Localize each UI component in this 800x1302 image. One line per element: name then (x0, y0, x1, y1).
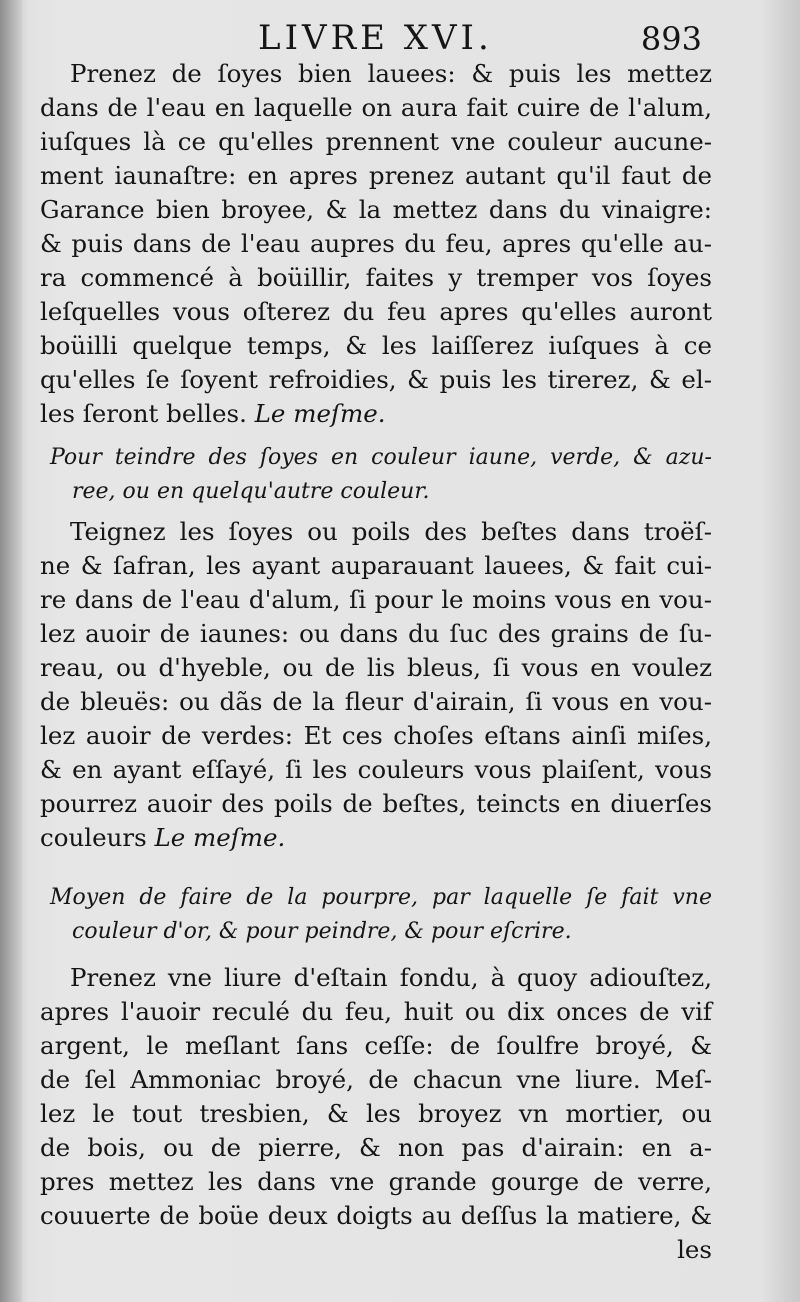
text-line-content: couleurs (40, 823, 147, 852)
text-line: apres l'auoir reculé du feu, huit ou dix onces de vif (40, 997, 712, 1026)
text-line: iuſques là ce qu'elles prennent vne couleur aucune- (40, 127, 712, 156)
paragraph-purple-recipe (40, 961, 712, 1267)
text-line: lez le tout tresbien, & les broyez vn mortier, ou (40, 1099, 712, 1128)
heading-line: ree, ou en quelqu'autre couleur. (72, 479, 430, 504)
text-line: pourrez auoir des poils de beſtes, teincts en diuerſes (40, 789, 712, 818)
text-line: boüilli quelque temps, & les laiſſerez iuſques à ce (40, 331, 712, 360)
page-number: 893 (640, 20, 702, 58)
text-line: de ſel Ammoniac broyé, de chacun vne liure. Meſ- (40, 1065, 712, 1094)
running-title: LIVRE XVI. (258, 18, 493, 58)
text-line: ne & ſafran, les ayant auparauant lauees, & fait cui- (40, 551, 712, 580)
text-line: pres mettez les dans vne grande gourge de verre, (40, 1167, 712, 1196)
text-line: Prenez vne liure d'eſtain fondu, à quoy adiouſtez, (70, 963, 712, 992)
heading-line: couleur d'or, & pour peindre, & pour eſcrire. (72, 919, 572, 944)
text-line: reau, ou d'hyeble, ou de lis bleus, ſi vous en voulez (40, 653, 712, 682)
text-line-content: les ſeront belles. (40, 399, 247, 428)
attribution: Le meſme. (254, 399, 386, 428)
text-line: re dans de l'eau d'alum, ſi pour le moins vous en vou- (40, 585, 712, 614)
text-line: de bois, ou de pierre, & non pas d'airain: en a- (40, 1133, 712, 1162)
text-line (40, 821, 712, 855)
text-line: lez auoir de verdes: Et ces choſes eſtans ainſi miſes, (40, 721, 712, 750)
text-line: & en ayant eſſayé, ſi les couleurs vous plaiſent, vous (40, 755, 712, 784)
text-line (40, 397, 712, 431)
heading-line: Pour teindre des ſoyes en couleur iaune, verde, & azu- (50, 445, 712, 470)
text-line: lez auoir de iaunes: ou dans du ſuc des grains de ſu- (40, 619, 712, 648)
text-line: de bleuës: ou dãs de la fleur d'airain, ſi vous en vou- (40, 687, 712, 716)
text-block (40, 57, 712, 1267)
page-header (0, 18, 800, 58)
text-line: leſquelles vous oſterez du feu apres qu'elles auront (40, 297, 712, 326)
section-heading-yellow-green-blue (40, 441, 712, 509)
text-line: & puis dans de l'eau aupres du feu, apres qu'elle au- (40, 229, 712, 258)
text-line: argent, le meſlant ſans ceſſe: de ſoulfre broyé, & (40, 1031, 712, 1060)
paragraph-silk-colors (40, 515, 712, 855)
text-line: Teignez les ſoyes ou poils des beſtes dans troëſ- (70, 517, 712, 546)
text-line: dans de l'eau en laquelle on aura fait cuire de l'alum, (40, 93, 712, 122)
text-line: qu'elles ſe ſoyent refroidies, & puis les tirerez, & el- (40, 365, 712, 394)
catchword: les (677, 1235, 712, 1264)
attribution: Le meſme. (154, 823, 286, 852)
section-heading-purple (40, 881, 712, 949)
text-line: couuerte de boüe deux doigts au deſſus la matiere, & (40, 1201, 712, 1230)
paragraph-madder-dye (40, 57, 712, 431)
text-line: ra commencé à boüillir, faites y tremper vos ſoyes (40, 263, 712, 292)
heading-line: Moyen de faire de la pourpre, par laquelle ſe fait vne (50, 885, 712, 910)
text-line: Garance bien broyee, & la mettez dans du vinaigre: (40, 195, 712, 224)
text-line: ment iaunaſtre: en apres prenez autant qu'il faut de (40, 161, 712, 190)
page-gutter-shadow (0, 0, 22, 1302)
text-line: Prenez de ſoyes bien lauees: & puis les mettez (70, 59, 712, 88)
